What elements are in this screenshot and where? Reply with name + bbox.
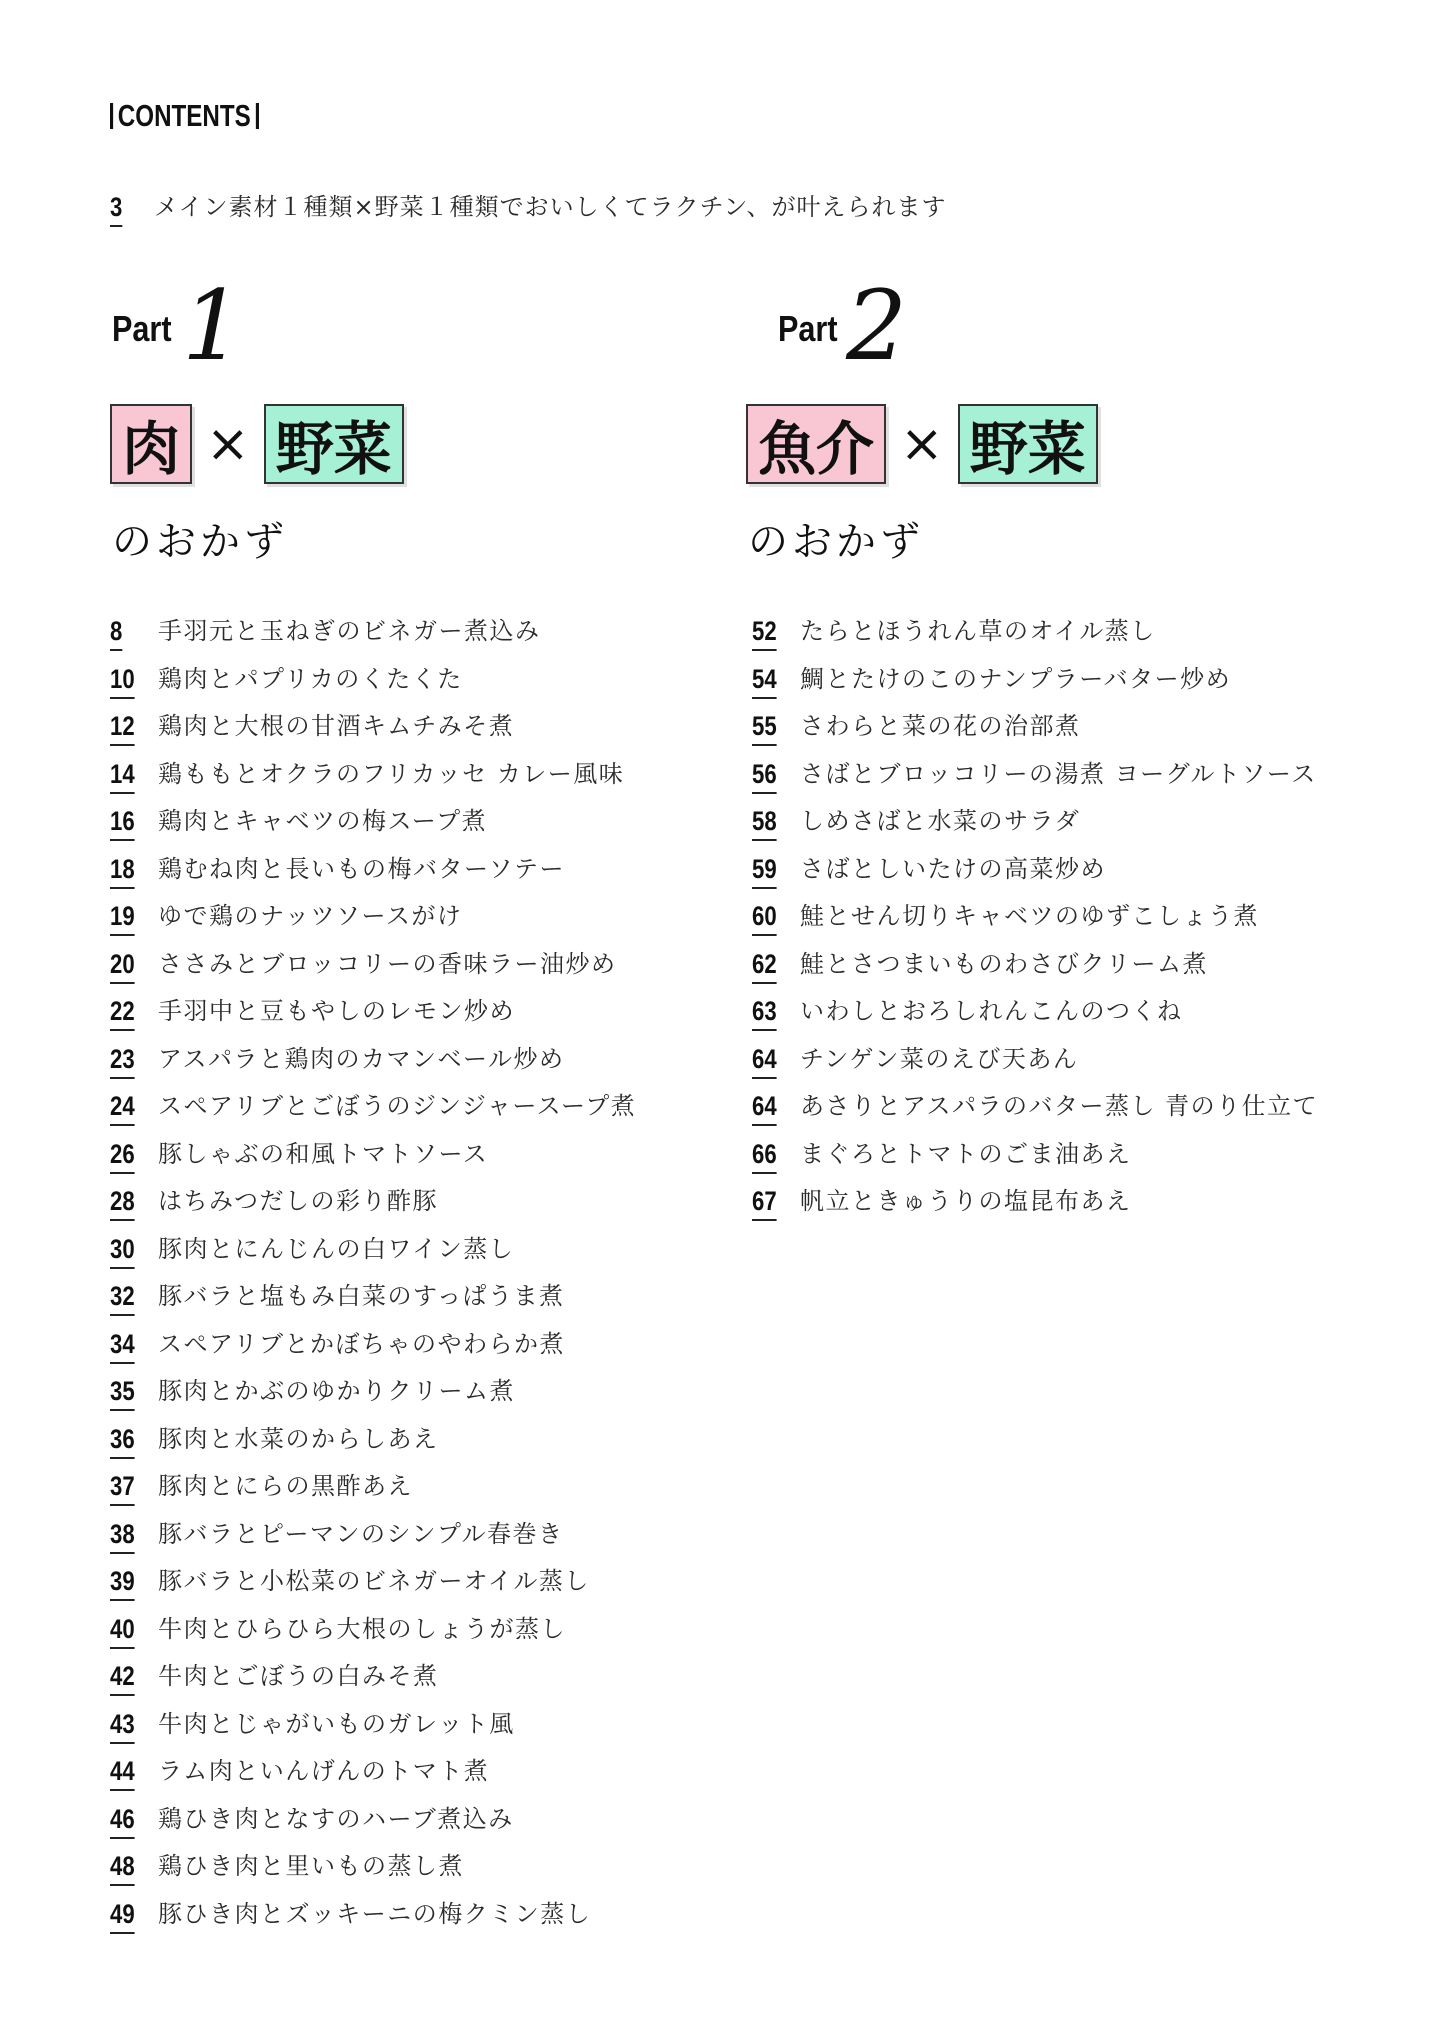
recipe-title: アスパラと鶏肉のカマンベール炒め — [158, 1044, 565, 1073]
recipe-entry[interactable] — [752, 806, 1318, 854]
contents-title: CONTENTS — [117, 98, 251, 133]
recipe-entry[interactable] — [752, 854, 1318, 902]
recipe-title: 豚しゃぶの和風トマトソース — [158, 1139, 489, 1168]
page-number: 64 — [752, 1044, 800, 1079]
page-number: 23 — [110, 1044, 158, 1079]
recipe-entry[interactable] — [110, 1804, 636, 1852]
recipe-title: 帆立ときゅうりの塩昆布あえ — [800, 1187, 1132, 1215]
page-number: 52 — [752, 616, 800, 651]
recipe-entry[interactable] — [752, 664, 1318, 712]
recipe-title: ラム肉といんげんのトマト煮 — [158, 1757, 490, 1785]
recipe-title: あさりとアスパラのバター蒸し 青のり仕立て — [800, 1092, 1319, 1120]
recipe-title: いわしとおろしれんこんのつくね — [800, 997, 1183, 1025]
page-number: 55 — [752, 711, 800, 746]
page-number: 14 — [110, 759, 158, 794]
heading-bar-left — [110, 103, 113, 129]
recipe-entry[interactable] — [110, 759, 636, 807]
recipe-entry[interactable] — [110, 1851, 636, 1899]
recipe-title: たらとほうれん草のオイル蒸し — [800, 617, 1156, 645]
times-sign: × — [900, 414, 944, 474]
part2-subtitle: のおかず — [748, 519, 924, 565]
part1-recipe-list — [110, 616, 636, 1946]
recipe-title: スペアリブとごぼうのジンジャースープ煮 — [158, 1092, 637, 1120]
page-number: 48 — [110, 1851, 158, 1886]
recipe-entry[interactable] — [752, 759, 1318, 807]
recipe-entry[interactable] — [752, 901, 1318, 949]
page-number: 62 — [752, 949, 800, 984]
recipe-entry[interactable] — [110, 616, 636, 664]
page-number: 10 — [110, 664, 158, 699]
recipe-entry[interactable] — [110, 664, 636, 712]
recipe-title: 鶏ももとオクラのフリカッセ カレー風味 — [158, 759, 625, 788]
recipe-title: 牛肉とじゃがいものガレット風 — [158, 1709, 515, 1738]
page-number: 59 — [752, 854, 800, 889]
recipe-title: 豚バラとピーマンのシンプル春巻き — [158, 1519, 564, 1548]
page-number: 49 — [110, 1899, 158, 1934]
recipe-title: 鯛とたけのこのナンプラーバター炒め — [800, 664, 1232, 693]
recipe-entry[interactable] — [752, 1139, 1318, 1187]
recipe-title: 豚肉と水菜のからしあえ — [158, 1424, 439, 1453]
recipe-entry[interactable] — [752, 996, 1318, 1044]
page-number: 3 — [110, 192, 154, 227]
page-number: 63 — [752, 996, 800, 1031]
recipe-title: 豚肉とかぶのゆかりクリーム煮 — [158, 1377, 515, 1405]
times-sign: × — [206, 414, 250, 474]
page-number: 20 — [110, 949, 158, 984]
recipe-title: 牛肉とひらひら大根のしょうが蒸し — [158, 1614, 566, 1643]
page-number: 35 — [110, 1376, 158, 1411]
recipe-entry[interactable] — [752, 1186, 1318, 1234]
page-number: 36 — [110, 1424, 158, 1459]
contents-heading — [110, 98, 259, 134]
recipe-entry[interactable] — [110, 854, 636, 902]
recipe-title: 豚肉とにらの黒酢あえ — [158, 1472, 413, 1500]
page-number: 67 — [752, 1186, 800, 1221]
recipe-title: 豚肉とにんじんの白ワイン蒸し — [158, 1234, 515, 1263]
recipe-entry[interactable] — [110, 1281, 636, 1329]
recipe-title: 豚バラと塩もみ白菜のすっぱうま煮 — [158, 1282, 565, 1310]
recipe-title: さばとブロッコリーの湯煮 ヨーグルトソース — [800, 759, 1317, 788]
part2-label: Part — [778, 308, 838, 349]
recipe-title: まぐろとトマトのごま油あえ — [800, 1139, 1132, 1168]
recipe-title: 鶏肉とキャベツの梅スープ煮 — [158, 807, 488, 835]
part2-number: 2 — [846, 270, 908, 382]
recipe-title: しめさばと水菜のサラダ — [800, 807, 1081, 835]
part1-number: 1 — [182, 270, 244, 382]
page-number: 30 — [110, 1234, 158, 1269]
page-number: 44 — [110, 1756, 158, 1791]
page-number: 60 — [752, 901, 800, 936]
page-number: 19 — [110, 901, 158, 936]
recipe-entry[interactable] — [752, 949, 1318, 997]
recipe-title: 豚バラと小松菜のビネガーオイル蒸し — [158, 1567, 590, 1595]
recipe-title: 手羽中と豆もやしのレモン炒め — [158, 997, 515, 1025]
page-number: 54 — [752, 664, 800, 699]
part1-title — [110, 404, 404, 484]
page-number: 64 — [752, 1091, 800, 1126]
recipe-entry[interactable] — [110, 1899, 636, 1947]
recipe-entry[interactable] — [110, 1091, 636, 1139]
page-number: 37 — [110, 1471, 158, 1506]
page-number: 38 — [110, 1519, 158, 1554]
page-number: 22 — [110, 996, 158, 1031]
recipe-title: さばとしいたけの高菜炒め — [800, 854, 1106, 883]
recipe-title: 牛肉とごぼうの白みそ煮 — [158, 1662, 439, 1690]
recipe-entry[interactable] — [110, 1661, 636, 1709]
part2-recipe-list — [752, 616, 1318, 1234]
recipe-title: 豚ひき肉とズッキーニの梅クミン蒸し — [158, 1899, 592, 1928]
recipe-title: チンゲン菜のえび天あん — [800, 1044, 1079, 1073]
recipe-entry[interactable] — [110, 1139, 636, 1187]
page-number: 58 — [752, 806, 800, 841]
recipe-entry[interactable] — [110, 1234, 636, 1282]
recipe-entry[interactable] — [752, 1091, 1318, 1139]
part1-subtitle: のおかず — [112, 519, 288, 565]
page-number: 46 — [110, 1804, 158, 1839]
seafood-label-box: 魚介 — [746, 404, 886, 484]
page-number: 34 — [110, 1329, 158, 1364]
recipe-entry[interactable] — [110, 1329, 636, 1377]
recipe-entry[interactable] — [752, 711, 1318, 759]
page-number: 32 — [110, 1281, 158, 1316]
recipe-entry[interactable] — [110, 1376, 636, 1424]
recipe-entry[interactable] — [110, 1424, 636, 1472]
recipe-title: 鶏肉と大根の甘酒キムチみそ煮 — [158, 712, 515, 740]
recipe-title: ゆで鶏のナッツソースがけ — [158, 902, 463, 930]
recipe-entry[interactable] — [110, 1471, 636, 1519]
recipe-title: 鶏むね肉と長いもの梅バターソテー — [158, 854, 566, 883]
recipe-entry[interactable] — [110, 949, 636, 997]
recipe-title: ささみとブロッコリーの香味ラー油炒め — [158, 949, 617, 978]
recipe-title: 鮭とせん切りキャベツのゆずこしょう煮 — [800, 902, 1259, 930]
page-number: 12 — [110, 711, 158, 746]
recipe-entry[interactable] — [110, 806, 636, 854]
page-number: 42 — [110, 1661, 158, 1696]
recipe-entry[interactable] — [110, 1186, 636, 1234]
page-number: 66 — [752, 1139, 800, 1174]
meat-label-box: 肉 — [110, 404, 192, 484]
part2-title — [746, 404, 1098, 484]
page-number: 26 — [110, 1139, 158, 1174]
recipe-entry[interactable] — [110, 1614, 636, 1662]
page-number: 39 — [110, 1566, 158, 1601]
recipe-title: 手羽元と玉ねぎのビネガー煮込み — [158, 617, 541, 645]
recipe-title: はちみつだしの彩り酢豚 — [158, 1187, 439, 1215]
recipe-entry[interactable] — [110, 711, 636, 759]
recipe-title: スペアリブとかぼちゃのやわらか煮 — [158, 1329, 566, 1358]
recipe-entry[interactable] — [110, 1566, 636, 1614]
recipe-entry[interactable] — [752, 616, 1318, 664]
heading-bar-right — [255, 103, 258, 129]
recipe-title: さわらと菜の花の治部煮 — [800, 712, 1081, 740]
vegetable-label-box: 野菜 — [264, 404, 404, 484]
recipe-title: 鶏肉とパプリカのくたくた — [158, 664, 463, 693]
page-number: 16 — [110, 806, 158, 841]
page-number: 28 — [110, 1186, 158, 1221]
vegetable-label-box: 野菜 — [958, 404, 1098, 484]
recipe-title: 鶏ひき肉となすのハーブ煮込み — [158, 1804, 514, 1833]
recipe-title: 鶏ひき肉と里いもの蒸し煮 — [158, 1852, 464, 1880]
recipe-entry[interactable] — [752, 1044, 1318, 1092]
recipe-entry[interactable] — [110, 1756, 636, 1804]
recipe-entry[interactable] — [110, 996, 636, 1044]
recipe-entry[interactable] — [110, 1709, 636, 1757]
intro-entry[interactable] — [110, 192, 947, 227]
page-number: 40 — [110, 1614, 158, 1649]
page-number: 18 — [110, 854, 158, 889]
page-number: 24 — [110, 1091, 158, 1126]
page-number: 56 — [752, 759, 800, 794]
recipe-entry[interactable] — [110, 1519, 636, 1567]
page-number: 43 — [110, 1709, 158, 1744]
intro-text: メイン素材１種類×野菜１種類でおいしくてラクチン、が叶えられます — [154, 193, 947, 221]
page-number: 8 — [110, 616, 158, 651]
recipe-entry[interactable] — [110, 901, 636, 949]
part1-label: Part — [112, 308, 172, 349]
recipe-entry[interactable] — [110, 1044, 636, 1092]
recipe-title: 鮭とさつまいものわさびクリーム煮 — [800, 949, 1208, 978]
